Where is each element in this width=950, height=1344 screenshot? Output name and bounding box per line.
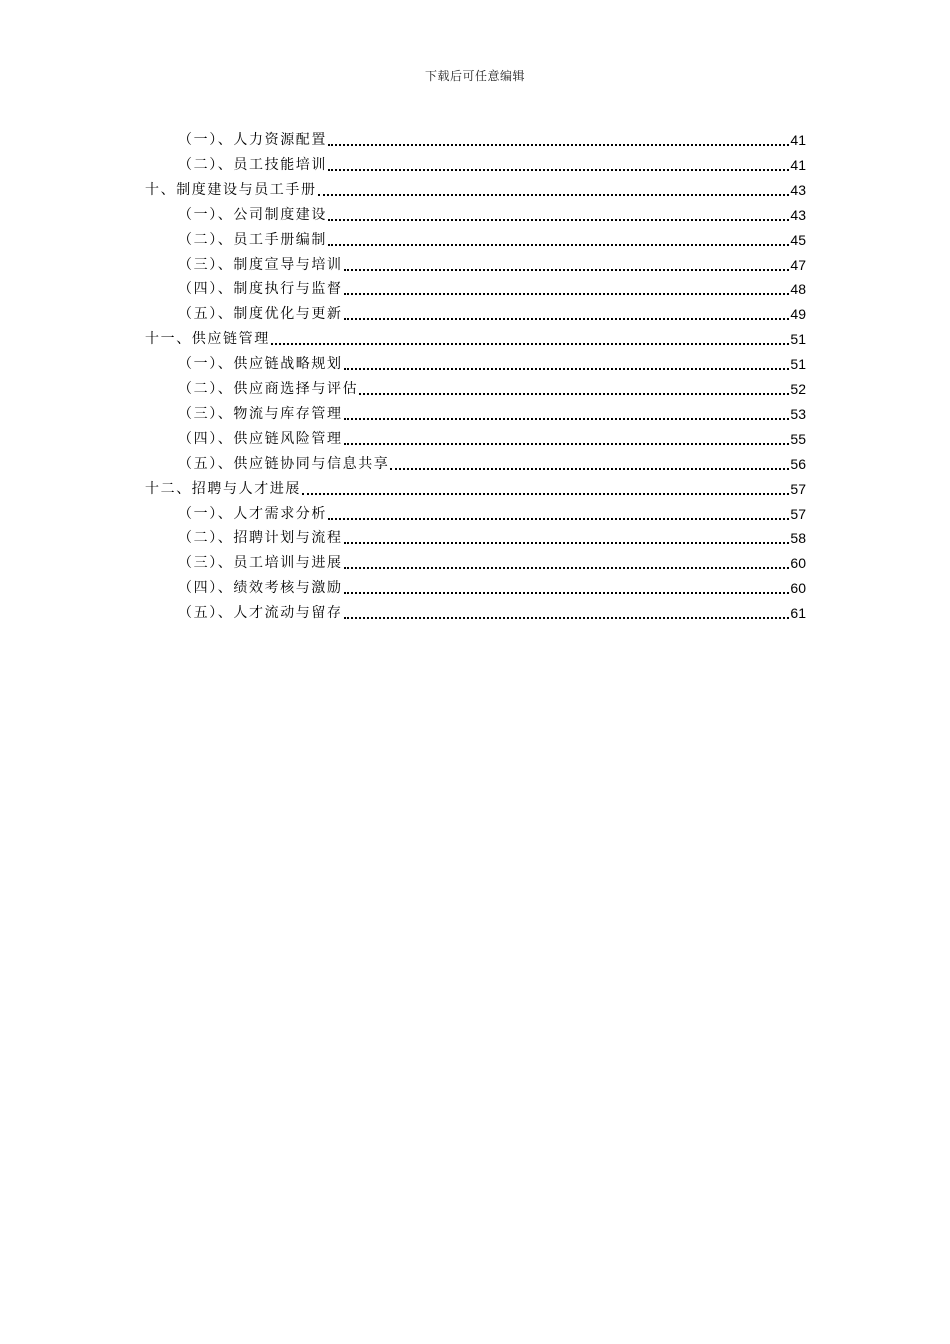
toc-entry-page-number: 61: [790, 605, 806, 622]
toc-entry[interactable]: [178, 524, 806, 548]
toc-entry-page-number: 57: [790, 480, 806, 497]
toc-entry-page-number: 58: [790, 530, 806, 547]
toc-entry-title: （二）、供应商选择与评估: [178, 381, 359, 397]
toc-entry[interactable]: [178, 350, 806, 374]
toc-entry[interactable]: [145, 475, 806, 499]
toc-dot-leader: [344, 291, 790, 295]
toc-entry-page-number: 43: [790, 181, 806, 198]
toc-entry[interactable]: [145, 176, 806, 200]
toc-entry[interactable]: [178, 275, 806, 299]
toc-dot-leader: [390, 466, 789, 470]
toc-entry[interactable]: [178, 425, 806, 449]
toc-entry-page-number: 49: [790, 306, 806, 323]
toc-entry-title: （四）、绩效考核与激励: [178, 580, 343, 597]
toc-dot-leader: [328, 242, 789, 246]
toc-dot-leader: [344, 615, 790, 619]
toc-dot-leader: [344, 540, 790, 544]
toc-entry-title: （一）、公司制度建设: [178, 206, 327, 223]
toc-entry[interactable]: [145, 325, 806, 349]
toc-entry[interactable]: [178, 226, 806, 250]
toc-entry-page-number: 53: [790, 405, 806, 422]
toc-entry-page-number: 41: [790, 132, 806, 148]
toc-entry-title: （四）、制度执行与监督: [178, 281, 343, 298]
toc-dot-leader: [344, 565, 790, 569]
toc-entry-page-number: 43: [790, 206, 806, 223]
toc-dot-leader: [328, 142, 789, 146]
toc-entry[interactable]: [178, 450, 806, 474]
toc-entry[interactable]: [178, 400, 806, 424]
toc-entry-page-number: 55: [790, 430, 806, 447]
toc-entry-title: （二）、招聘计划与流程: [178, 530, 343, 547]
toc-entry-page-number: 48: [790, 281, 806, 298]
toc-entry-page-number: 52: [790, 381, 806, 397]
toc-entry-title: （一）、人力资源配置: [178, 132, 327, 148]
toc-entry-page-number: 51: [790, 356, 806, 373]
toc-entry[interactable]: [178, 375, 806, 399]
toc-entry-title: 十、制度建设与员工手册: [145, 181, 317, 198]
toc-entry-page-number: 60: [790, 580, 806, 597]
toc-dot-leader: [359, 391, 789, 395]
toc-dot-leader: [344, 441, 790, 445]
toc-entry-title: （二）、员工技能培训: [178, 156, 327, 173]
toc-entry[interactable]: [178, 251, 806, 275]
toc-dot-leader: [344, 416, 790, 420]
toc-entry-title: （四）、供应链风险管理: [178, 430, 343, 447]
toc-entry-title: （五）、人才流动与留存: [178, 605, 343, 622]
toc-dot-leader: [328, 217, 789, 221]
toc-entry[interactable]: [178, 574, 806, 598]
toc-entry-title: （一）、人才需求分析: [178, 505, 327, 522]
toc-entry-title: （二）、员工手册编制: [178, 231, 327, 248]
toc-entry-title: （五）、制度优化与更新: [178, 306, 343, 323]
toc-entry-title: （三）、员工培训与进展: [178, 555, 343, 572]
toc-dot-leader: [328, 167, 789, 171]
toc-dot-leader: [344, 590, 790, 594]
toc-dot-leader: [344, 267, 790, 271]
toc-entry-page-number: 45: [790, 231, 806, 248]
toc-entry-page-number: 56: [790, 455, 806, 472]
toc-entry-title: （五）、供应链协同与信息共享: [178, 455, 390, 472]
toc-entry-page-number: 51: [790, 331, 806, 348]
toc-entry-page-number: 41: [790, 156, 806, 173]
toc-dot-leader: [318, 192, 790, 196]
toc-entry[interactable]: [178, 500, 806, 524]
toc-entry-title: 十二、招聘与人才进展: [145, 480, 301, 497]
toc-dot-leader: [302, 491, 789, 495]
toc-entry[interactable]: [178, 300, 806, 324]
toc-dot-leader: [344, 366, 790, 370]
toc-entry-page-number: 60: [790, 555, 806, 572]
toc-entry[interactable]: [178, 549, 806, 573]
toc-entry[interactable]: [178, 599, 806, 623]
toc-entry[interactable]: [178, 126, 806, 150]
toc-entry-page-number: 47: [790, 256, 806, 273]
toc-entry-page-number: 57: [790, 505, 806, 522]
toc-entry[interactable]: [178, 151, 806, 175]
toc-entry-title: （三）、物流与库存管理: [178, 405, 343, 422]
toc-entry[interactable]: [178, 201, 806, 225]
toc-entry-title: 十一、供应链管理: [145, 331, 270, 348]
toc-entry-title: （一）、供应链战略规划: [178, 356, 343, 373]
toc-entry-title: （三）、制度宣导与培训: [178, 256, 343, 273]
toc-dot-leader: [271, 341, 790, 345]
toc-dot-leader: [344, 316, 790, 320]
page-header: 下载后可任意编辑: [424, 69, 525, 83]
toc-dot-leader: [328, 516, 789, 520]
